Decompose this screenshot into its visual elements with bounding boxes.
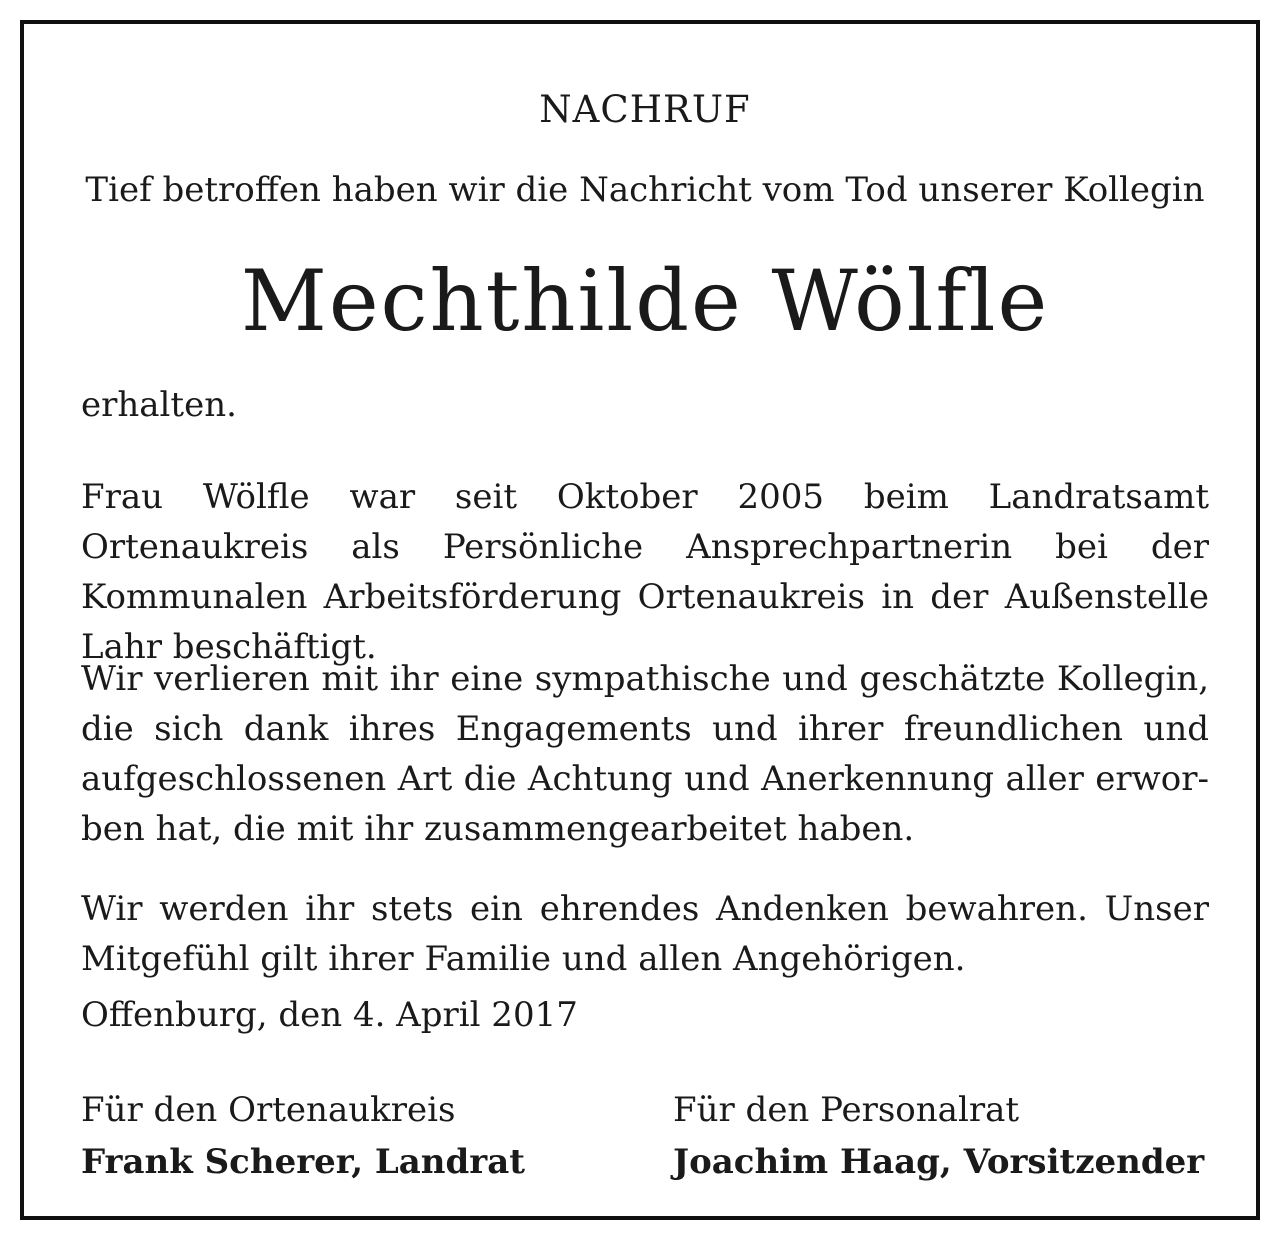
notice-frame [20, 20, 1260, 1220]
paragraph-employment: Frau Wölfle war seit Oktober 2005 beim Landratsamt Ortenaukreis als Persönliche Ansprechpartnerin bei der Kommunalen Arbeitsförderung Ortenaukreis in der Außenstelle Lahr beschäftigt. [81, 477, 1209, 667]
signature-role: Für den Ortenaukreis [81, 1090, 456, 1130]
signature-person: Frank Scherer, Landrat [81, 1142, 525, 1182]
signature-staff-council [673, 1084, 1233, 1188]
signature-person: Joachim Haag, Vorsitzender [673, 1142, 1205, 1182]
paragraph-condolence: Wir werden ihr stets ein ehrendes Andenken bewahren. Unser Mitgefühl gilt ihrer Familie und allen Angehörigen. [81, 889, 1209, 979]
place-date: Offenburg, den 4. April 2017 [81, 995, 578, 1035]
deceased-name: Mechthilde Wölfle [240, 252, 1050, 350]
signature-district [81, 1084, 641, 1188]
notice-heading: NACHRUF [539, 88, 751, 131]
signature-role: Für den Personalrat [673, 1090, 1020, 1130]
paragraph-tribute: Wir verlieren mit ihr eine sympathische und geschätzte Kollegin, die sich dank ihres Engagements und ihrer freundlichen und aufgeschlossenen Art die Achtung und Anerkennung aller erworben hat, die mit ihr zusammengearbeitet haben. [81, 659, 1209, 849]
paragraph-received: erhalten. [81, 385, 237, 425]
notice-intro: Tief betroffen haben wir die Nachricht vom Tod unserer Kollegin [85, 170, 1205, 210]
